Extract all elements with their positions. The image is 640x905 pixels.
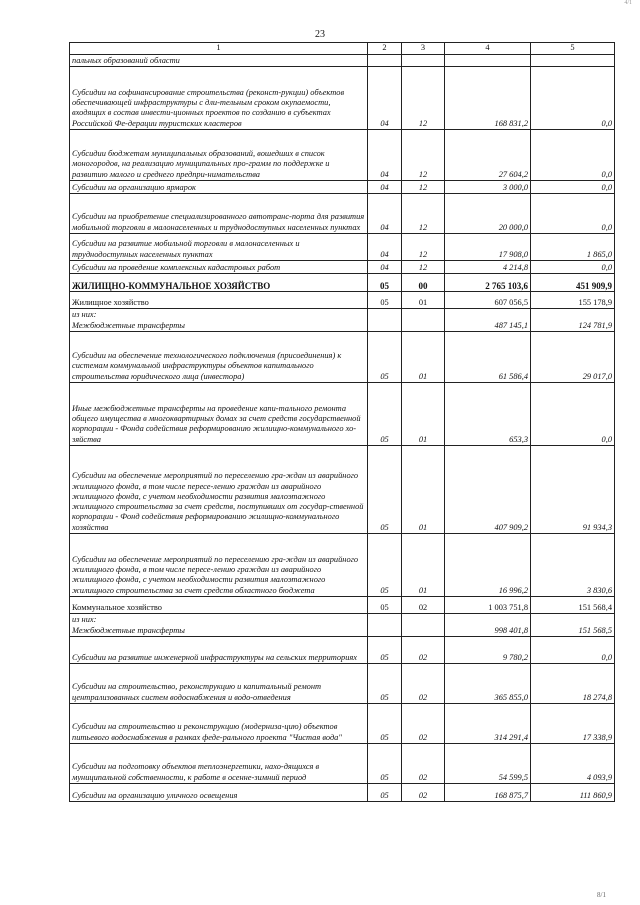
page-number: 23: [315, 29, 325, 40]
row-section-code: 05: [368, 383, 402, 446]
table-row: [70, 744, 615, 784]
table-row: [70, 261, 615, 274]
row-section-code: 05: [368, 332, 402, 383]
row-section-code: [368, 309, 402, 332]
row-amount-total: 168 875,7: [445, 784, 531, 802]
row-subsection-code: 01: [402, 332, 445, 383]
row-section-code: 05: [368, 704, 402, 744]
row-amount-federal: 0,0: [531, 637, 615, 664]
row-amount-total: 168 831,2: [445, 67, 531, 130]
row-subsection-code: [402, 309, 445, 332]
row-amount-total: [445, 55, 531, 67]
row-amount-federal: 0,0: [531, 130, 615, 181]
table-row: [70, 130, 615, 181]
row-description: Иные межбюджетные трансферты на проведение капи-тального ремонта общего имущества в многоквартирных домах за счет средств государственной корпорации - Фонда содействия реформированию жилищно-коммунального хо-зяйства: [70, 383, 368, 446]
row-subsection-code: 02: [402, 597, 445, 614]
row-subsection-code: 12: [402, 261, 445, 274]
row-subsection-code: 00: [402, 274, 445, 292]
row-amount-total: 27 604,2: [445, 130, 531, 181]
row-subsection-code: 12: [402, 181, 445, 194]
row-amount-federal: 0,0: [531, 181, 615, 194]
row-description: Субсидии на подготовку объектов теплоэнергетики, нахо-дящихся в муниципальной собственности, к работе в осенне-зимний период: [70, 744, 368, 784]
row-description: Жилищное хозяйство: [70, 292, 368, 309]
row-description: ЖИЛИЩНО-КОММУНАЛЬНОЕ ХОЗЯЙСТВО: [70, 274, 368, 292]
row-amount-federal: 18 274,8: [531, 664, 615, 704]
row-amount-total: 54 599,5: [445, 744, 531, 784]
row-amount-federal: 124 781,9: [531, 309, 615, 332]
table-header-row: [70, 43, 615, 55]
row-subsection-code: 12: [402, 67, 445, 130]
row-description: Субсидии на организацию уличного освещения: [70, 784, 368, 802]
row-description: Субсидии на приобретение специализированного автотранс-порта для развития мобильной торговли в малонаселенных и труднодоступных населенных пунктах: [70, 194, 368, 234]
row-amount-federal: 0,0: [531, 194, 615, 234]
row-subsection-code: 01: [402, 534, 445, 597]
row-description: из них: Межбюджетные трансферты: [70, 309, 368, 332]
row-section-code: 05: [368, 664, 402, 704]
row-description: Субсидии на развитие инженерной инфраструктуры на сельских территориях: [70, 637, 368, 664]
row-amount-federal: 29 017,0: [531, 332, 615, 383]
row-amount-total: 2 765 103,6: [445, 274, 531, 292]
header-col-1: 1: [70, 43, 368, 55]
row-amount-total: 3 000,0: [445, 181, 531, 194]
row-subsection-code: 02: [402, 664, 445, 704]
row-amount-total: 487 145,1: [445, 309, 531, 332]
row-section-code: [368, 614, 402, 637]
row-section-code: 05: [368, 292, 402, 309]
row-subsection-code: 12: [402, 194, 445, 234]
row-amount-total: 61 586,4: [445, 332, 531, 383]
row-description: Субсидии на развитие мобильной торговли в малонаселенных и труднодоступных населенных пунктах: [70, 234, 368, 261]
table-row: [70, 309, 615, 332]
row-subsection-code: 02: [402, 704, 445, 744]
row-description: Субсидии на организацию ярмарок: [70, 181, 368, 194]
table-row: [70, 234, 615, 261]
row-amount-total: 314 291,4: [445, 704, 531, 744]
row-amount-federal: 1 865,0: [531, 234, 615, 261]
table-row: [70, 55, 615, 67]
row-description: из них: Межбюджетные трансферты: [70, 614, 368, 637]
row-section-code: 04: [368, 234, 402, 261]
row-section-code: 05: [368, 446, 402, 534]
footer-mark: 8/1: [597, 891, 606, 899]
row-description: Коммунальное хозяйство: [70, 597, 368, 614]
row-amount-federal: 0,0: [531, 261, 615, 274]
row-subsection-code: 12: [402, 130, 445, 181]
row-description: Субсидии на софинансирование строительства (реконст-рукции) объектов обеспечивающей инфраструктуры с дли-тельным сроком окупаемости, входящих в состав инвести-ционных проектов по созданию в субъектах Российской Фе-дерации туристских кластеров: [70, 67, 368, 130]
table-row: [70, 784, 615, 802]
row-amount-total: 607 056,5: [445, 292, 531, 309]
row-amount-total: 653,3: [445, 383, 531, 446]
row-amount-federal: [531, 55, 615, 67]
row-section-code: 04: [368, 181, 402, 194]
row-description: Субсидии на обеспечение мероприятий по переселению гра-ждан из аварийного жилищного фонда, в том числе пересе-лению граждан из аварийного жилищного фонда, с учетом необходимости развития малоэтажного жилищного строительства за счет средств областного бюджета: [70, 534, 368, 597]
row-subsection-code: 01: [402, 383, 445, 446]
row-subsection-code: 12: [402, 234, 445, 261]
row-amount-total: 407 909,2: [445, 446, 531, 534]
header-col-2: 2: [368, 43, 402, 55]
table-row: [70, 274, 615, 292]
row-amount-total: 9 780,2: [445, 637, 531, 664]
corner-mark: 4/1: [624, 0, 632, 6]
row-section-code: 05: [368, 534, 402, 597]
row-amount-federal: 0,0: [531, 383, 615, 446]
row-subsection-code: 02: [402, 744, 445, 784]
table-row: [70, 614, 615, 637]
row-description: Субсидии на строительство, реконструкцию и капитальный ремонт централизованных систем водоснабжения и водо-отведения: [70, 664, 368, 704]
table-row: [70, 194, 615, 234]
row-description: Субсидии на строительство и реконструкцию (модерниза-цию) объектов питьевого водоснабжения в рамках феде-рального проекта "Чистая вода": [70, 704, 368, 744]
row-section-code: 04: [368, 261, 402, 274]
row-subsection-code: 02: [402, 784, 445, 802]
table-row: [70, 704, 615, 744]
table-row: [70, 637, 615, 664]
row-amount-federal: 0,0: [531, 67, 615, 130]
row-amount-total: 998 401,8: [445, 614, 531, 637]
row-subsection-code: 02: [402, 637, 445, 664]
row-description: Субсидии бюджетам муниципальных образований, вошедших в список моногородов, на реализацию муниципальных про-грамм по поддержке и развитию малого и среднего предпри-нимательства: [70, 130, 368, 181]
row-amount-total: 365 855,0: [445, 664, 531, 704]
row-amount-total: 1 003 751,8: [445, 597, 531, 614]
table-row: [70, 383, 615, 446]
table-row: [70, 67, 615, 130]
table-row: [70, 181, 615, 194]
row-subsection-code: [402, 55, 445, 67]
row-amount-federal: 4 093,9: [531, 744, 615, 784]
row-section-code: 05: [368, 274, 402, 292]
row-section-code: 05: [368, 637, 402, 664]
row-amount-total: 4 214,8: [445, 261, 531, 274]
row-amount-federal: 3 830,6: [531, 534, 615, 597]
row-description: Субсидии на обеспечение технологического подключения (присоединения) к системам коммунальной инфраструктуры объектов капитального строительства юридического лица (инвестора): [70, 332, 368, 383]
row-subsection-code: [402, 614, 445, 637]
row-section-code: 05: [368, 744, 402, 784]
table-row: [70, 292, 615, 309]
header-col-3: 3: [402, 43, 445, 55]
row-amount-federal: 451 909,9: [531, 274, 615, 292]
table-row: [70, 664, 615, 704]
row-section-code: 05: [368, 784, 402, 802]
row-amount-federal: 151 568,5: [531, 614, 615, 637]
table-row: [70, 597, 615, 614]
row-subsection-code: 01: [402, 292, 445, 309]
table-row: [70, 332, 615, 383]
table-row: [70, 534, 615, 597]
row-amount-federal: 17 338,9: [531, 704, 615, 744]
row-description: пальных образований области: [70, 55, 368, 67]
row-amount-federal: 111 860,9: [531, 784, 615, 802]
row-amount-total: 20 000,0: [445, 194, 531, 234]
row-section-code: 04: [368, 194, 402, 234]
row-section-code: 04: [368, 130, 402, 181]
row-section-code: 04: [368, 67, 402, 130]
row-section-code: 05: [368, 597, 402, 614]
row-amount-federal: 151 568,4: [531, 597, 615, 614]
table-row: [70, 446, 615, 534]
header-col-4: 4: [445, 43, 531, 55]
row-subsection-code: 01: [402, 446, 445, 534]
row-amount-federal: 91 934,3: [531, 446, 615, 534]
budget-table: [69, 42, 615, 802]
row-description: Субсидии на проведение комплексных кадастровых работ: [70, 261, 368, 274]
row-description: Субсидии на обеспечение мероприятий по переселению гра-ждан из аварийного жилищного фонда, в том числе пересе-лению граждан из аварийного жилищного фонда, с учетом необходимости развития малоэтажного жилищного строительства за счет средств, поступивших от государ-ственной корпорации - Фонд содействия реформированию жилищно-коммунального хозяйства: [70, 446, 368, 534]
row-amount-federal: 155 178,9: [531, 292, 615, 309]
header-col-5: 5: [531, 43, 615, 55]
budget-table-body: [70, 43, 615, 802]
row-section-code: [368, 55, 402, 67]
row-amount-total: 17 908,0: [445, 234, 531, 261]
row-amount-total: 16 996,2: [445, 534, 531, 597]
